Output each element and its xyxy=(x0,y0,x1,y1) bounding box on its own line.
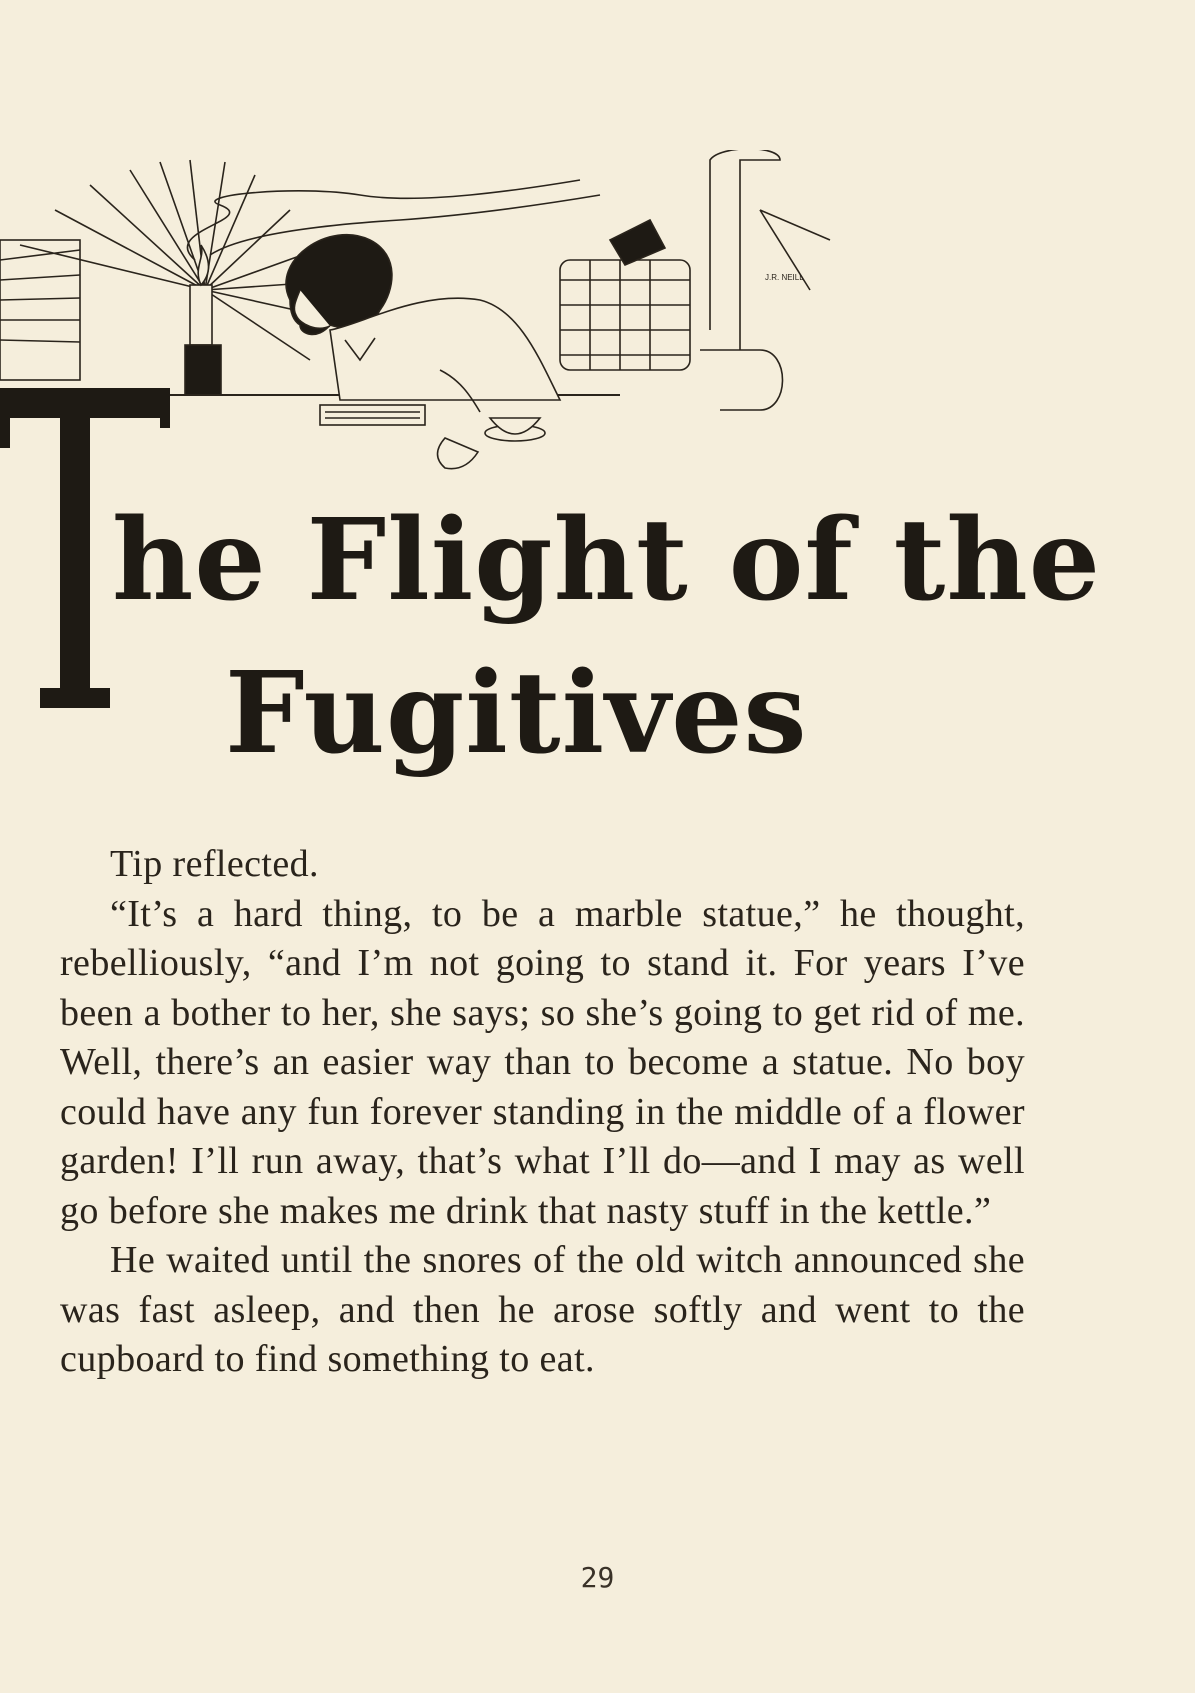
chapter-body xyxy=(60,840,1025,1385)
chapter-title-line-1: he Flight of the xyxy=(112,495,1102,626)
illustrator-signature: J.R. NEILL xyxy=(765,273,804,282)
paragraph-1: Tip reflected. xyxy=(110,843,319,885)
paragraph-3: He waited until the snores of the old witch announced she was fast asleep, and then he arose softly and went to the cupboard to find something to eat. xyxy=(60,1239,1025,1380)
chapter-title-line-2: Fugitives xyxy=(225,648,808,779)
page-number: 29 xyxy=(580,1561,615,1594)
paragraph-2: “It’s a hard thing, to be a marble statue,” he thought, rebelliously, “and I’m not going to stand it. For years I’ve been a bother to her, she says; so she’s going to get rid of me. Well, there’s an easier way than to become a statue. No boy could have any fun forever standing in the middle of a flower garden! I’ll run away, that’s what I’ll do—and I may as well go before she makes me drink that nasty stuff in the kettle.” xyxy=(60,892,1025,1232)
